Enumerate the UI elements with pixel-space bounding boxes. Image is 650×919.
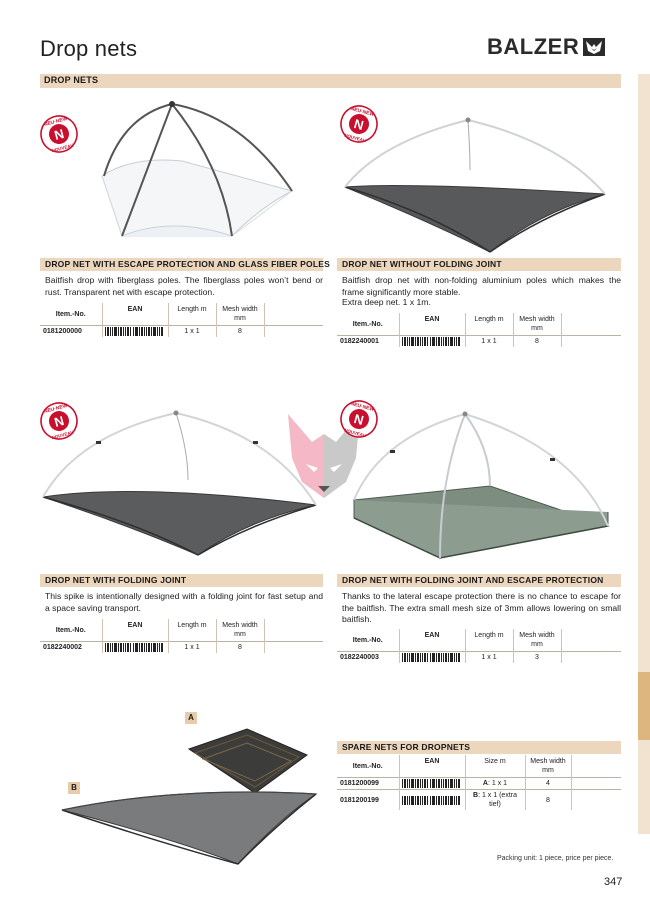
size-value bbox=[465, 790, 525, 811]
col-item-no: Item.-No. bbox=[55, 310, 86, 318]
item-number: 0181200199 bbox=[337, 790, 399, 811]
table-row bbox=[337, 336, 621, 348]
ean-barcode bbox=[399, 778, 465, 790]
col-length: Length m bbox=[465, 313, 513, 336]
col-ean: EAN bbox=[102, 619, 168, 642]
product-title-bar bbox=[337, 574, 621, 587]
table-row bbox=[337, 790, 621, 811]
product-description: Baitfish drop with fiberglass poles. The fiberglass poles won’t bend or rust. Transparent net with escape protection. bbox=[45, 275, 323, 297]
col-mesh: Mesh width mm bbox=[513, 629, 561, 652]
item-number: 0182240001 bbox=[337, 336, 399, 348]
col-ean: EAN bbox=[399, 755, 465, 778]
image-label-a: A bbox=[185, 712, 197, 724]
table-row bbox=[40, 642, 323, 654]
col-mesh: Mesh width mm bbox=[216, 619, 264, 642]
spec-table bbox=[40, 303, 323, 337]
page-title: Drop nets bbox=[40, 36, 138, 61]
product-title-bar bbox=[337, 741, 621, 754]
spec-table bbox=[40, 619, 323, 653]
col-size: Size m bbox=[465, 755, 525, 778]
product-title-bar bbox=[337, 258, 621, 271]
ean-barcode bbox=[399, 336, 465, 348]
product-description: Thanks to the lateral escape protection there is no chance to escape for the baitfish. The extra small mesh size of 3mm allows lowering on small baitfish. bbox=[342, 591, 621, 624]
col-ean: EAN bbox=[399, 313, 465, 336]
barcode-icon bbox=[105, 643, 163, 652]
new-badge-icon bbox=[36, 111, 83, 158]
mesh-value: 3 bbox=[513, 652, 561, 664]
col-item-no: Item.-No. bbox=[352, 320, 383, 328]
barcode-icon bbox=[402, 796, 460, 805]
section-header bbox=[40, 74, 621, 88]
col-ean: EAN bbox=[102, 303, 168, 326]
col-length: Length m bbox=[168, 303, 216, 326]
mesh-value: 8 bbox=[216, 642, 264, 654]
image-label-b: B bbox=[68, 782, 80, 794]
product-description: This spike is intentionally designed with a folding joint for fast setup and a space saving transport. bbox=[45, 591, 323, 613]
col-item-no: Item.-No. bbox=[55, 626, 86, 634]
mesh-value: 8 bbox=[525, 790, 571, 811]
ean-barcode bbox=[102, 326, 168, 338]
barcode-icon bbox=[402, 653, 460, 662]
brand-name: BALZER bbox=[487, 34, 580, 59]
ean-barcode bbox=[102, 642, 168, 654]
length-value: 1 x 1 bbox=[465, 336, 513, 348]
mesh-value: 4 bbox=[525, 778, 571, 790]
product-title-bar bbox=[40, 258, 330, 271]
table-row bbox=[337, 778, 621, 790]
drop-net-glass-fiber-image bbox=[92, 96, 312, 251]
item-number: 0182240002 bbox=[40, 642, 102, 654]
section-label: DROP NETS bbox=[44, 75, 99, 85]
product-title: DROP NET WITH FOLDING JOINT bbox=[45, 575, 187, 585]
col-item-no: Item.-No. bbox=[352, 636, 383, 644]
item-number: 0182240003 bbox=[337, 652, 399, 664]
drop-net-folding-joint-escape-image bbox=[340, 408, 615, 568]
product-description-extra: Extra deep net. 1 x 1m. bbox=[342, 297, 431, 307]
spare-net-b-image bbox=[58, 780, 323, 880]
length-value: 1 x 1 bbox=[168, 326, 216, 338]
length-value: 1 x 1 bbox=[168, 642, 216, 654]
ean-barcode bbox=[399, 790, 465, 811]
drop-net-without-folding-joint-image bbox=[340, 112, 615, 257]
size-value bbox=[465, 778, 525, 790]
table-row bbox=[337, 652, 621, 664]
fox-logo-icon bbox=[583, 38, 605, 56]
barcode-icon bbox=[402, 337, 460, 346]
variant-letter: B bbox=[473, 792, 479, 799]
col-length: Length m bbox=[168, 619, 216, 642]
product-title-bar bbox=[40, 574, 323, 587]
chapter-tab bbox=[638, 672, 650, 740]
length-value: 1 x 1 bbox=[465, 652, 513, 664]
product-title: DROP NET WITH ESCAPE PROTECTION AND GLASS FIBER POLES bbox=[45, 259, 330, 269]
size-text: : 1 x 1 bbox=[487, 780, 508, 787]
mesh-value: 8 bbox=[216, 326, 264, 338]
barcode-icon bbox=[105, 327, 163, 336]
size-text: : 1 x 1 (extra tief) bbox=[478, 792, 517, 808]
ean-barcode bbox=[399, 652, 465, 664]
mesh-value: 8 bbox=[513, 336, 561, 348]
product-title: DROP NET WITH FOLDING JOINT AND ESCAPE PROTECTION bbox=[342, 575, 604, 585]
page-number: 347 bbox=[604, 876, 623, 888]
variant-letter: A bbox=[482, 780, 488, 787]
spec-table bbox=[337, 629, 621, 663]
brand-logo bbox=[487, 34, 605, 60]
drop-net-with-folding-joint-image bbox=[38, 405, 323, 565]
col-mesh: Mesh width mm bbox=[216, 303, 264, 326]
col-mesh: Mesh width mm bbox=[513, 313, 561, 336]
product-title: SPARE NETS FOR DROPNETS bbox=[342, 742, 471, 752]
col-ean: EAN bbox=[399, 629, 465, 652]
product-title: DROP NET WITHOUT FOLDING JOINT bbox=[342, 259, 502, 269]
table-row bbox=[40, 326, 323, 338]
item-number: 0181200099 bbox=[337, 778, 399, 790]
spec-table bbox=[337, 313, 621, 347]
product-description: Baitfish drop net with non-folding aluminium poles which makes the frame significantly more stable. bbox=[342, 275, 621, 297]
item-number: 0181200000 bbox=[40, 326, 102, 338]
packing-info: Packing unit: 1 piece, price per piece. bbox=[497, 855, 614, 862]
col-item-no: Item.-No. bbox=[352, 762, 383, 770]
col-mesh: Mesh width mm bbox=[525, 755, 571, 778]
barcode-icon bbox=[402, 779, 460, 788]
spec-table bbox=[337, 755, 621, 810]
col-length: Length m bbox=[465, 629, 513, 652]
col-empty bbox=[264, 303, 323, 326]
